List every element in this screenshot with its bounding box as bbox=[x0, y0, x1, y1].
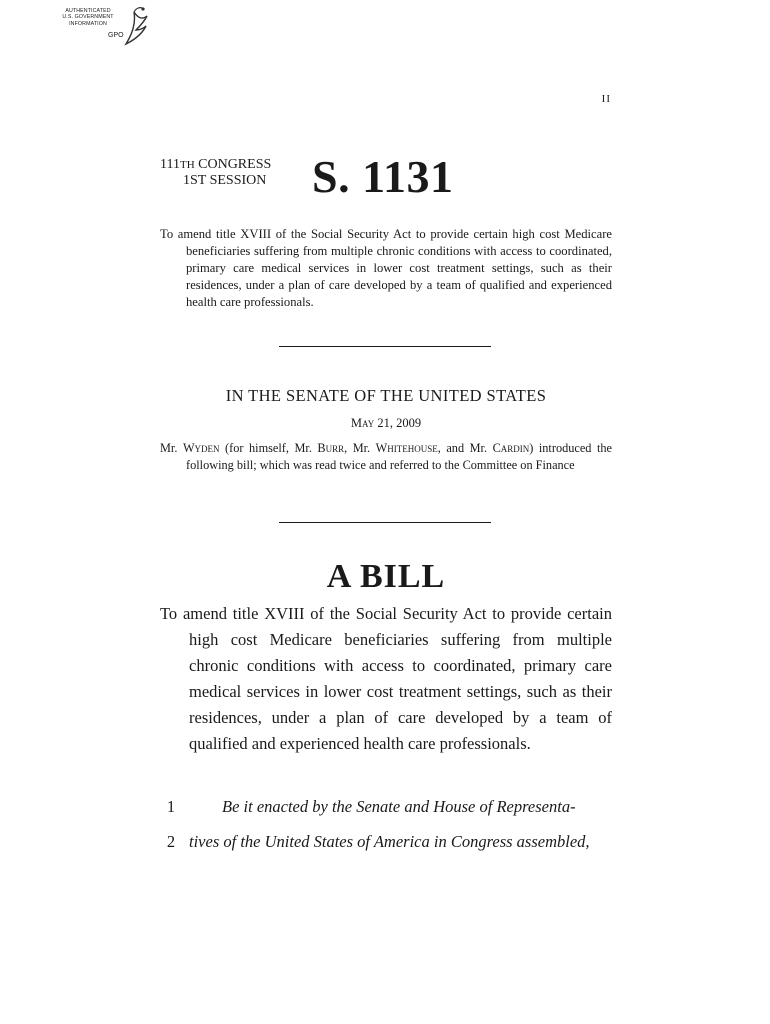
bill-heading: A BILL bbox=[326, 558, 446, 595]
introduction-date: May 21, 2009 bbox=[350, 416, 422, 430]
divider bbox=[279, 522, 491, 523]
bill-summary: To amend title XVIII of the Social Security Act to provide certain high cost Medicare beneficiaries suffering from multiple chronic conditions with access to coordinated, primary care medical services in lower cost treatment settings, such as their residences, under a plan of care developed by a team of qualified and experienced health care professionals. bbox=[160, 227, 612, 309]
session-number: 1 bbox=[183, 173, 190, 188]
intro-text: (for himself, Mr. bbox=[219, 441, 318, 455]
logo-gpo-label: GPO bbox=[108, 32, 124, 39]
congress-number: 111 bbox=[160, 157, 180, 172]
intro-text: , and Mr. bbox=[437, 441, 493, 455]
gpo-authentication-logo bbox=[58, 4, 150, 48]
eagle-icon bbox=[122, 4, 150, 48]
intro-text: , Mr. bbox=[344, 441, 376, 455]
line-number: 2 bbox=[166, 832, 176, 851]
introduction-statement bbox=[160, 440, 612, 474]
congress-word: CONGRESS bbox=[198, 157, 272, 172]
enacting-clause-line: tives of the United States of America in Congress assembled, bbox=[189, 832, 590, 851]
logo-text bbox=[58, 8, 118, 27]
bill-number: S. 1131 bbox=[312, 151, 454, 202]
bill-long-title: To amend title XVIII of the Social Security Act to provide certain high cost Medicare beneficiaries suffering from multiple chronic conditions with access to coordinated, primary care medical services in lower cost treatment settings, such as their residences, under a plan of care developed by a team of qualified and experienced health care professionals. bbox=[160, 604, 612, 753]
intro-text: Mr. bbox=[160, 441, 183, 455]
congress-label bbox=[160, 157, 271, 173]
sponsor-name: Wyden bbox=[182, 441, 220, 455]
congress-suffix: TH bbox=[179, 159, 195, 171]
cosponsor-name: Cardin bbox=[492, 441, 530, 455]
enacting-clause-line: Be it enacted by the Senate and House of Representa- bbox=[222, 797, 576, 816]
divider bbox=[279, 346, 491, 347]
cosponsor-name: Whitehouse bbox=[375, 441, 438, 455]
page-mark: II bbox=[601, 93, 611, 105]
line-number: 1 bbox=[166, 797, 176, 816]
logo-text-line: AUTHENTICATED bbox=[65, 8, 111, 14]
logo-text-line: INFORMATION bbox=[69, 20, 107, 27]
logo-text-line: U.S. GOVERNMENT bbox=[62, 14, 114, 21]
session-label bbox=[183, 173, 266, 189]
chamber-heading: IN THE SENATE OF THE UNITED STATES bbox=[225, 386, 547, 405]
cosponsor-name: Burr bbox=[317, 441, 345, 455]
intro-text: ) introduced the following bill; which was read twice and referred to the Committee on Finance bbox=[186, 441, 612, 472]
session-text: ST SESSION bbox=[190, 173, 267, 188]
